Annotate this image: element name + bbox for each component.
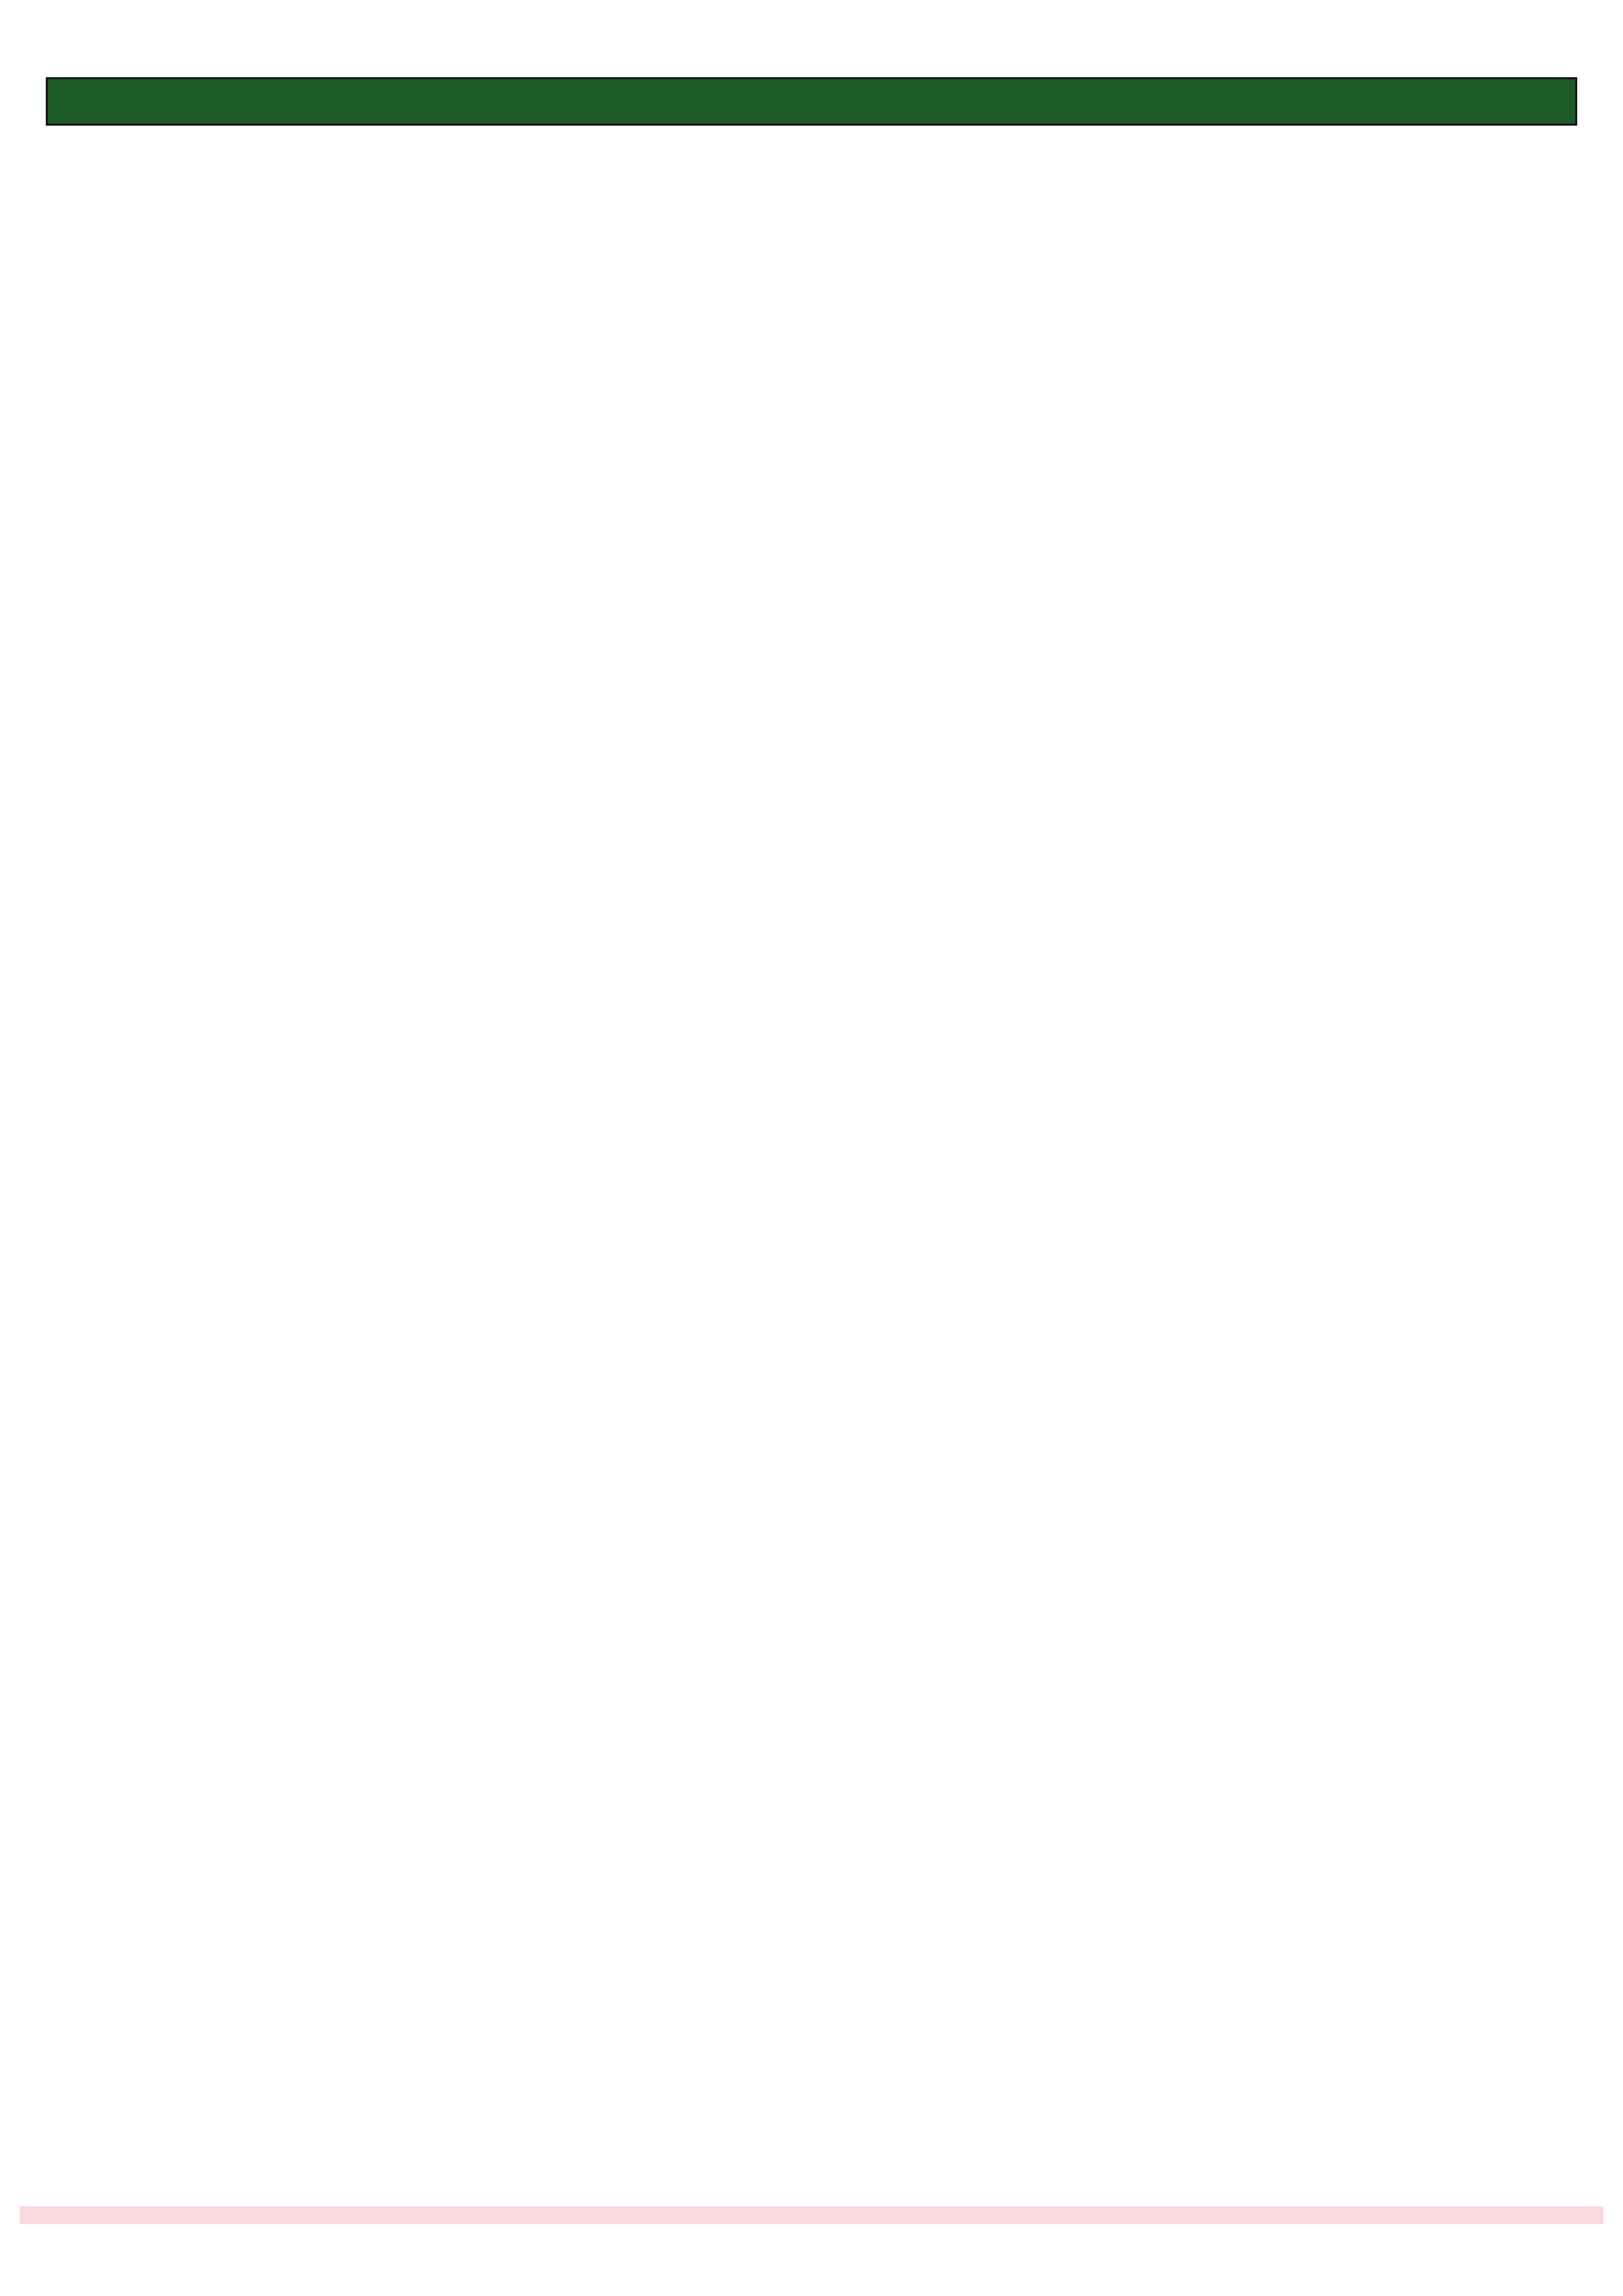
footer-divider-bar (20, 2206, 1603, 2224)
resources-banner (46, 77, 1577, 126)
lesson-plan-document (0, 0, 1623, 126)
